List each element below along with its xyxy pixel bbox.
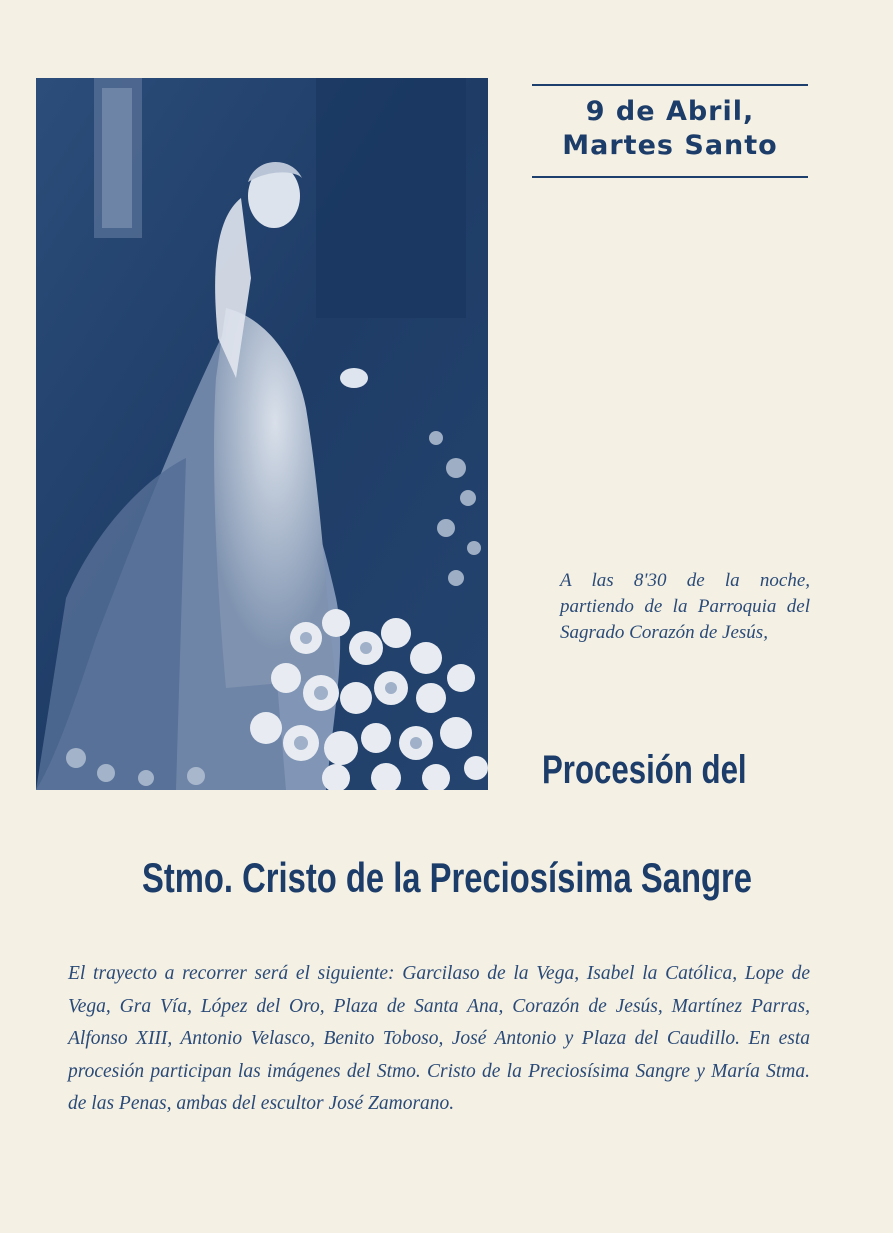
virgin-statue-photo xyxy=(36,78,488,790)
date-day: 9 de Abril, xyxy=(585,96,755,127)
statue-illustration xyxy=(36,78,488,790)
time-and-origin-text: A las 8'30 de la noche, partiendo de la Parroquia del Sagrado Corazón de Jesús, xyxy=(560,570,810,643)
route-paragraph: El trayecto a recorrer será el siguiente: Garcilaso de la Vega, Isabel la Católica, Lope de Vega, Gra Vía, López del Oro, Plaza de Santa Ana, Corazón de Jesús, Martínez Parras, Alfonso XIII, Antonio Velasco, Benito Toboso, José Antonio y Plaza del Caudillo. En esta procesión participan las imágenes del Stmo. Cristo de la Preciosísima Sangre y María Stma. de las Penas, ambas del escultor José Zamorano. xyxy=(68,963,810,1114)
date-heading xyxy=(532,84,808,178)
procession-title-line2-text: Stmo. Cristo de la Preciosísima Sangre xyxy=(141,854,752,901)
date-weekday: Martes Santo xyxy=(562,130,778,161)
procession-title-line1: Procesión del xyxy=(542,748,747,792)
procession-title-line2 xyxy=(0,854,893,902)
